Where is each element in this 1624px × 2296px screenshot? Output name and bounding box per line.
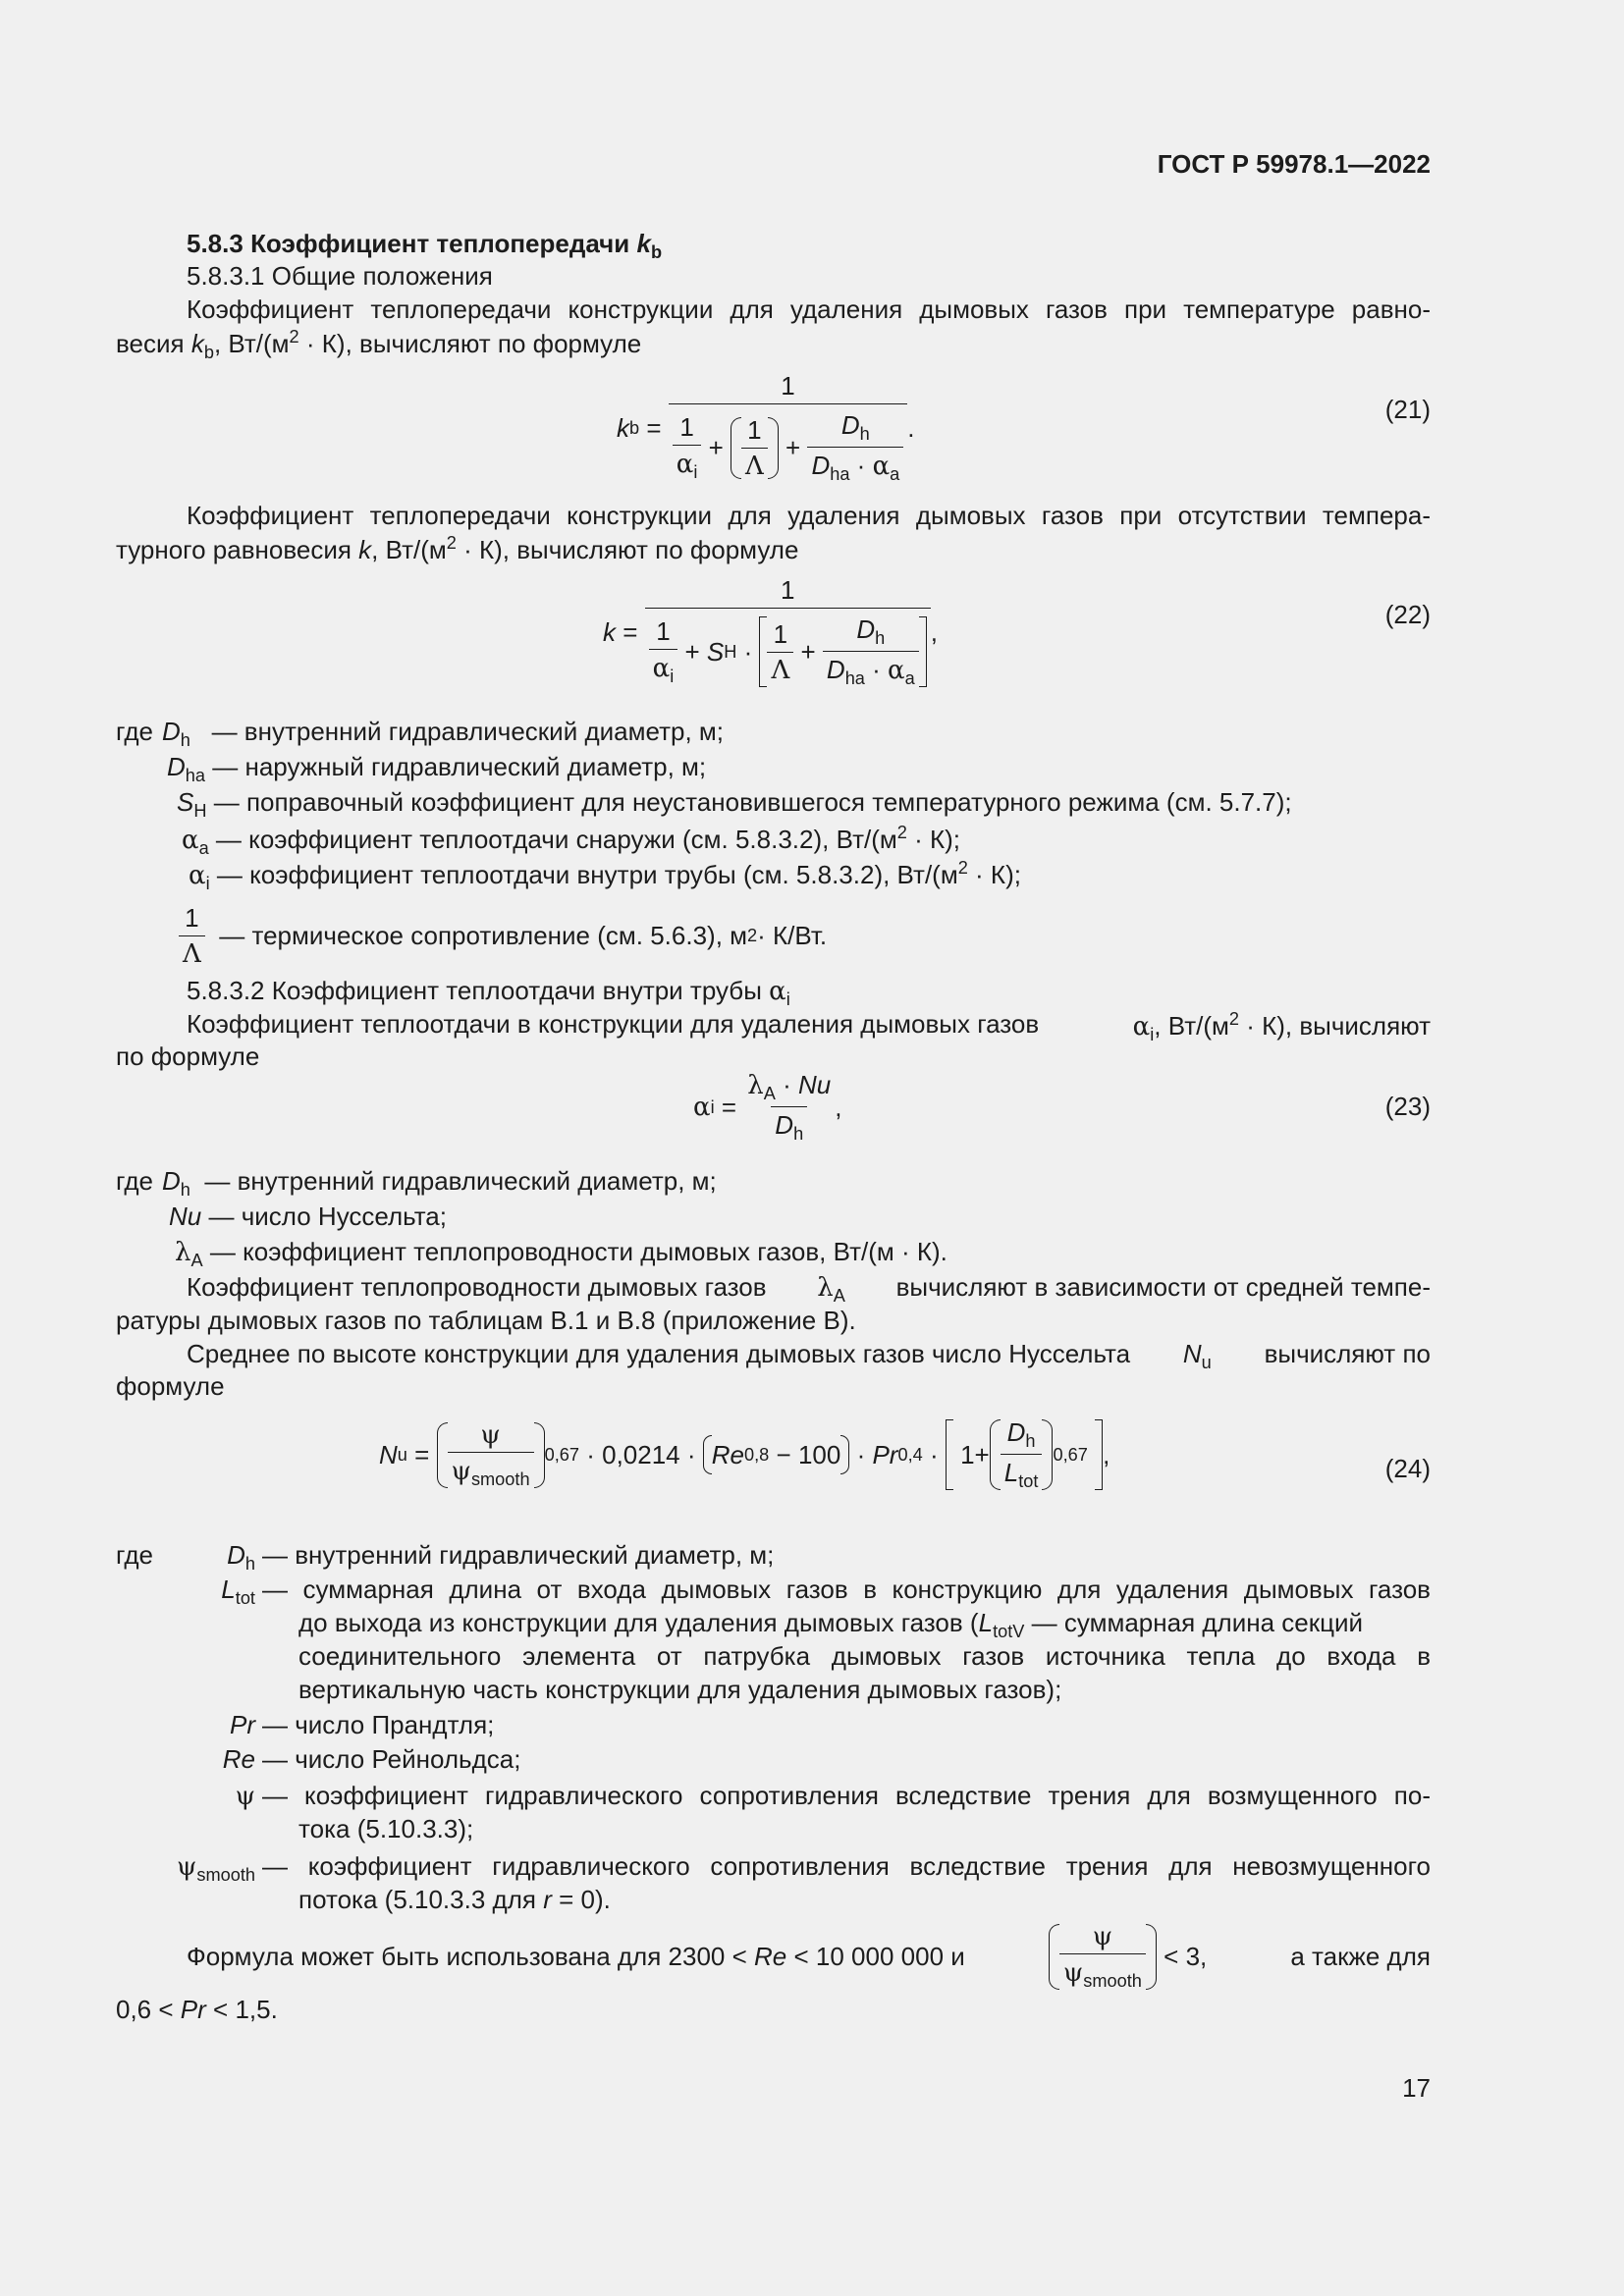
section-heading: 5.8.3 Коэффициент теплопередачи $k_b$	[187, 229, 663, 262]
where-item: Nu — число Нуссельта;	[169, 1201, 447, 1231]
page-number: 17	[1402, 2073, 1431, 2103]
subsection-heading: 5.8.3.1 Общие положения	[187, 261, 493, 291]
paragraph-cont: по формуле	[116, 1041, 260, 1071]
where-label: где	[116, 1540, 153, 1570]
where-text: тока (5.10.3.3);	[298, 1814, 474, 1843]
where-sym: $D_h$	[227, 1540, 255, 1574]
where-sym: ψ	[235, 1782, 255, 1811]
equation-24: N u = ψ $\psi_{smooth}$ 0,67 · 0,0214 · Re 0,8 − 100 · Pr 0,4 · 1+ $D_h$ $L_{tot}$ 0,67 ,	[379, 1417, 1110, 1491]
equation-21: k b = 1 1 $\alpha_i$ + 1 Λ + $D_h$ $D_{ha} \cdot \alpha_a$ .	[617, 371, 915, 484]
where-item: 1 Λ — термическое сопротивление (см. 5.6.3), м 2 · К/Вт.	[179, 903, 827, 969]
where-text: — внутренний гидравлический диаметр, м;	[262, 1540, 775, 1570]
where-item: $\alpha_i$ — коэффициент теплоотдачи внутри трубы (см. 5.8.3.2), $Вт/(м^2 \cdot К)$;	[189, 858, 1021, 893]
where-text: — число Рейнольдса;	[262, 1744, 521, 1774]
where-sym: Re	[222, 1744, 255, 1774]
where-text: — суммарная длина от входа дымовых газов в конструкцию для удаления дымовых газов	[262, 1575, 1431, 1604]
eq-number-22: (22)	[1384, 600, 1431, 629]
where-text: вертикальную часть конструкции для удаления дымовых газов);	[298, 1675, 1062, 1704]
where-item: $D_{ha}$ — наружный гидравлический диаметр, м;	[167, 752, 707, 785]
doc-header: ГОСТ Р 59978.1—2022	[1157, 149, 1431, 179]
paragraph-cont: турного равновесия k, $Вт/(м^2 \cdot К)$, вычисляют по формуле	[116, 533, 799, 564]
where-text: — коэффициент гидравлического сопротивления вследствие трения для возмущенного по-	[262, 1781, 1431, 1810]
paragraph-cont: весия $k_b$, $Вт/(м^2 \cdot К)$, вычисляют по формуле	[116, 327, 642, 362]
paragraph-cont: ратуры дымовых газов по таблицам В.1 и В.8 (приложение В).	[116, 1306, 856, 1335]
eq-number-21: (21)	[1384, 395, 1431, 424]
where-item: $\alpha_a$ — коэффициент теплоотдачи снаружи (см. 5.8.3.2), $Вт/(м^2 \cdot К)$;	[182, 823, 960, 858]
equation-23: α i = $\lambda_A \cdot Nu$ $D_h$ ,	[693, 1070, 842, 1144]
paragraph: Коэффициент теплопроводности дымовых газов $\lambda_A$ вычисляют в зависимости от средней темпе-	[187, 1272, 1431, 1306]
where-sym: Pr	[230, 1710, 255, 1739]
where-sym: $\psi_{smooth}$	[176, 1852, 255, 1885]
paragraph: Коэффициент теплопередачи конструкции для удаления дымовых газов при температуре равно-	[187, 294, 1431, 324]
paragraph: Коэффициент теплоотдачи в конструкции для удаления дымовых газов $\alpha_i$, $Вт/(м^2 \cdot К)$, вычисляют	[187, 1009, 1431, 1044]
where-sym: $L_{tot}$	[221, 1575, 255, 1608]
paragraph: Среднее по высоте конструкции для удаления дымовых газов число Нуссельта $N_u$ вычисляют по	[187, 1339, 1431, 1372]
where-label: где	[116, 1166, 153, 1196]
where-text: — коэффициент гидравлического сопротивления вследствие трения для невозмущенного	[262, 1851, 1431, 1881]
where-text: до выхода из конструкции для удаления дымовых газов ($L_{totV}$ — суммарная длина секций	[298, 1608, 1364, 1641]
where-text: — число Прандтля;	[262, 1710, 495, 1739]
where-item: $D_h$ — внутренний гидравлический диаметр, м;	[162, 717, 724, 750]
subsection-heading: 5.8.3.2 Коэффициент теплоотдачи внутри трубы $\alpha_i$	[187, 976, 790, 1009]
paragraph-cont: формуле	[116, 1371, 225, 1401]
where-item: $S_H$ — поправочный коэффициент для неустановившегося температурного режима (см. 5.7.7);	[177, 787, 1292, 821]
eq-number-24: (24)	[1384, 1454, 1431, 1483]
paragraph: Коэффициент теплопередачи конструкции для удаления дымовых газов при отсутствии темпера-	[187, 501, 1431, 530]
eq-number-23: (23)	[1384, 1092, 1431, 1121]
where-item: $\lambda_A$ — коэффициент теплопроводности дымовых газов, Вт/(м · К).	[175, 1237, 947, 1270]
paragraph: Формула может быть использована для 2300 < Re < 10 000 000 и ψ $\psi_{smooth}$ < 3, а также для	[187, 1922, 1431, 1991]
where-label: где	[116, 717, 153, 746]
where-text: соединительного элемента от патрубка дымовых газов источника тепла до входа в	[298, 1641, 1431, 1671]
paragraph-cont: 0,6 < Pr < 1,5.	[116, 1995, 278, 2024]
equation-22: k = 1 1 $\alpha_i$ + S H · 1 Λ + $D_h$ $D_{ha} \cdot \alpha_a$ ,	[603, 575, 938, 688]
where-text: потока (5.10.3.3 для r = 0).	[298, 1885, 611, 1914]
where-item: $D_h$ — внутренний гидравлический диаметр, м;	[162, 1166, 717, 1200]
